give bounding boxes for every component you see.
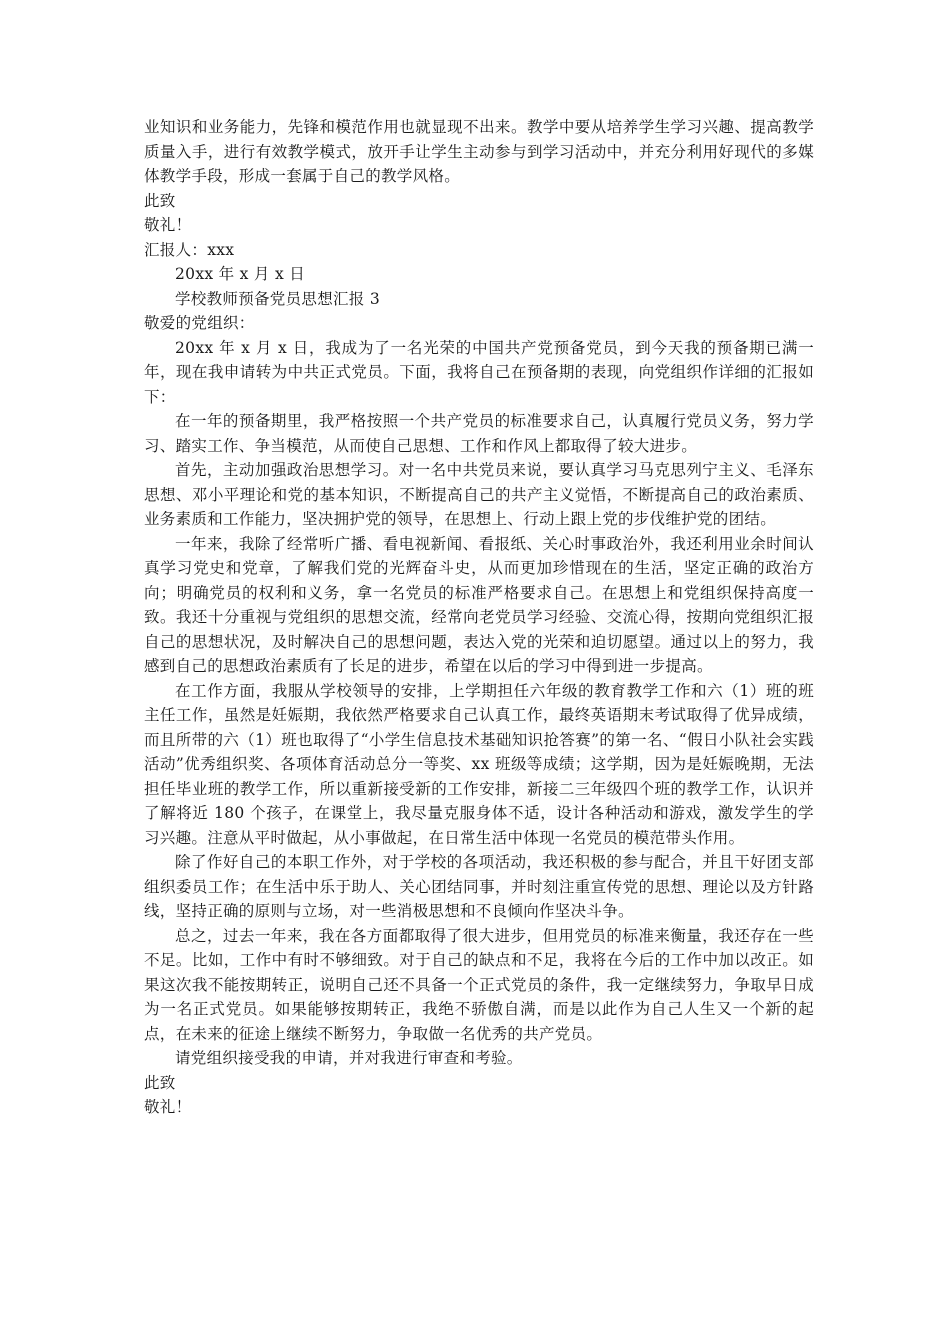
closing-line: 此致 (144, 1073, 176, 1092)
paragraph: 首先，主动加强政治思想学习。对一名中共党员来说，要认真学习马克思列宁主义、毛泽东思想、邓小平理论和党的基本知识，不断提高自己的共产主义觉悟，不断提高自己的政治素质、业务素质和工作能力，坚决拥护党的领导，在思想上、行动上跟上党的步伐维护党的团结。 (144, 461, 814, 528)
date-line: 20xx 年 x 月 x 日 (175, 265, 306, 283)
paragraph: 在工作方面，我服从学校领导的安排，上学期担任六年级的教育教学工作和六（1）班的班主任工作，虽然是妊娠期，我依然严格要求自己认真工作，最终英语期末考试取得了优异成绩，而且所带的六（1）班也取得了“小学生信息技术基础知识抢答赛”的第一名、“假日小队社会实践活动”优秀组织奖、各项体育活动总分一等奖、xx 班级等成绩；这学期，因为是妊娠晚期，无法担任毕业班的教学工作，所以重新接受新的工作安排，新接二三年级四个班的教学工作，认识并了解将近 180 个孩子，在课堂上，我尽量克服身体不适，设计各种活动和游戏，激发学生的学习兴趣。注意从平时做起，从小事做起，在日常生活中体现一名党员的模范带头作用。 (144, 681, 814, 847)
greeting-line: 敬爱的党组织： (144, 314, 255, 332)
closing-line: 此致 (144, 191, 176, 210)
paragraph: 20xx 年 x 月 x 日，我成为了一名光荣的中国共产党预备党员，到今天我的预备期已满一年，现在我申请转为中共正式党员。下面，我将自己在预备期的表现，向党组织作详细的汇报如下： (144, 338, 814, 406)
salutation-line: 敬礼！ (144, 216, 192, 234)
paragraph: 除了作好自己的本职工作外，对于学校的各项活动，我还积极的参与配合，并且干好团支部组织委员工作；在生活中乐于助人、关心团结同事，并时刻注重宣传党的思想、理论以及方针路线，坚持正确的原则与立场，对一些消极思想和不良倾向作坚决斗争。 (144, 853, 814, 920)
paragraph: 在一年的预备期里，我严格按照一个共产党员的标准要求自己，认真履行党员义务，努力学习、踏实工作、争当模范，从而使自己思想、工作和作风上都取得了较大进步。 (144, 412, 814, 455)
paragraph-continued: 业知识和业务能力，先锋和模范作用也就显现不出来。教学中要从培养学生学习兴趣、提高教学质量入手，进行有效教学模式，放开手让学生主动参与到学习活动中，并充分利用好现代的多媒体教学手段，形成一套属于自己的教学风格。 (144, 118, 814, 185)
paragraph: 一年来，我除了经常听广播、看电视新闻、看报纸、关心时事政治外，我还利用业余时间认真学习党史和党章，了解我们党的光辉奋斗史，从而更加珍惜现在的生活，坚定正确的政治方向；明确党员的权利和义务，拿一名党员的标准严格要求自己。在思想上和党组织保持高度一致。我还十分重视与党组织的思想交流，经常向老党员学习经验、交流心得，按期向党组织汇报自己的思想状况，及时解决自己的思想问题，表达入党的光荣和迫切愿望。通过以上的努力，我感到自己的思想政治素质有了长足的进步，希望在以后的学习中得到进一步提高。 (144, 534, 814, 675)
reporter-line: 汇报人：xxx (144, 240, 235, 259)
section-title: 学校教师预备党员思想汇报 3 (175, 289, 380, 308)
document-body (144, 115, 814, 1120)
salutation-line: 敬礼！ (144, 1098, 192, 1116)
paragraph: 请党组织接受我的申请，并对我进行审查和考验。 (175, 1049, 523, 1067)
paragraph: 总之，过去一年来，我在各方面都取得了很大进步，但用党员的标准来衡量，我还存在一些不足。比如，工作中有时不够细致。对于自己的缺点和不足，我将在今后的工作中加以改正。如果这次我不能按期转正，说明自己还不具备一个正式党员的条件，我一定继续努力，争取早日成为一名正式党员。如果能够按期转正，我绝不骄傲自满，而是以此作为自己人生又一个新的起点，在未来的征途上继续不断努力，争取做一名优秀的共产党员。 (144, 926, 814, 1043)
